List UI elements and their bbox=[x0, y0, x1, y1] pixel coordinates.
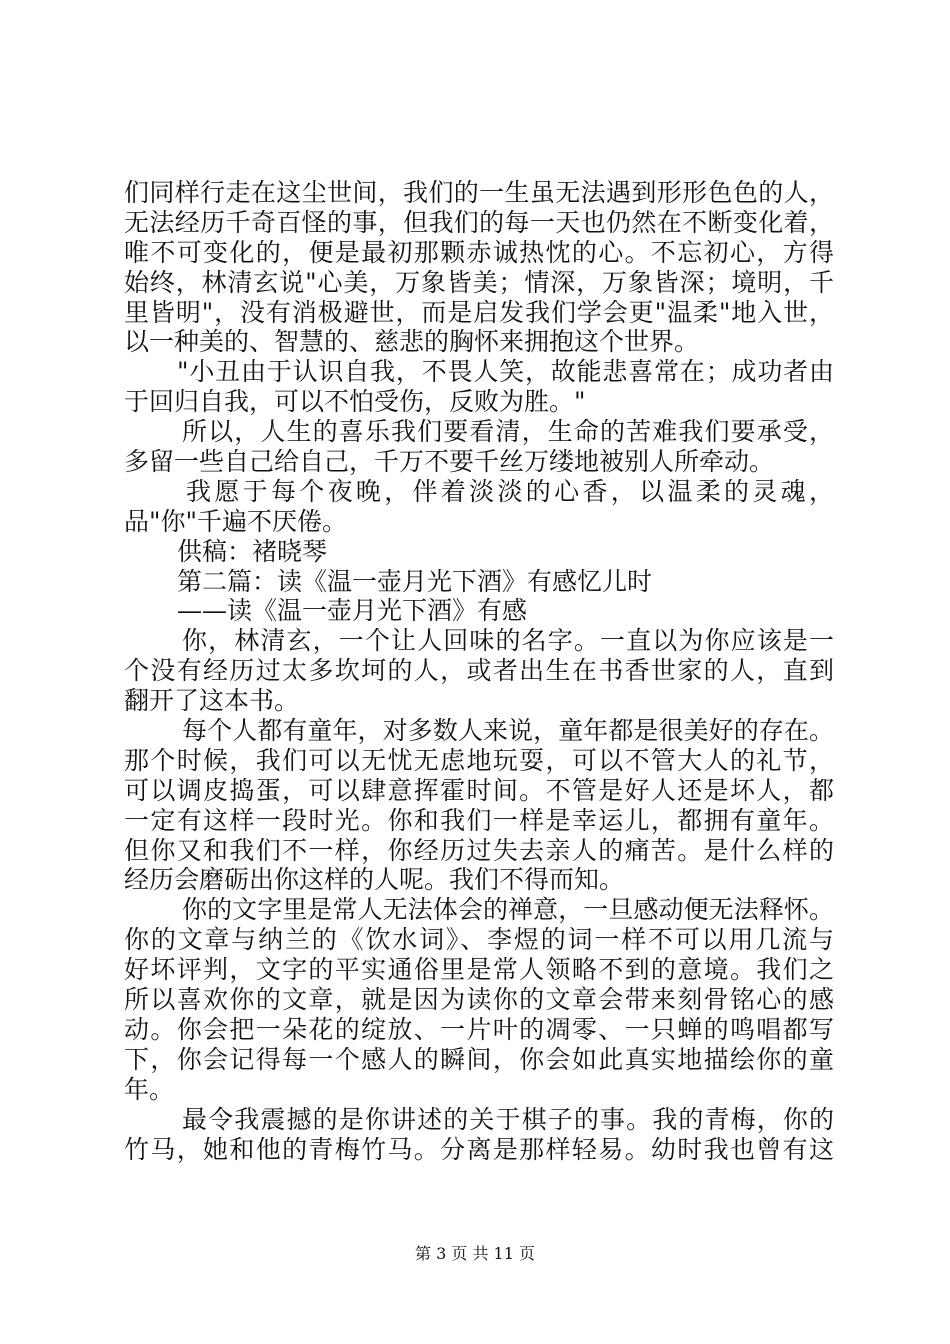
text-line: ——读《温一壶月光下酒》有感 bbox=[177, 596, 528, 626]
text-line: 无法经历千奇百怪的事，但我们的每一天也仍然在不断变化着， bbox=[124, 207, 834, 237]
text-line: 翻开了这本书。 bbox=[124, 686, 300, 716]
text-line: 所以，人生的喜乐我们要看清，生命的苦难我们要承受， bbox=[182, 417, 834, 447]
text-line: 们同样行走在这尘世间，我们的一生虽无法遇到形形色色的人， bbox=[124, 178, 834, 207]
text-line: 你，林清玄，一个让人回味的名字。一直以为你应该是一 bbox=[182, 626, 834, 656]
text-line: 多留一些自己给自己，千万不要千丝万缕地被别人所牵动。 bbox=[124, 447, 775, 477]
text-line: 始终，林清玄说"心美，万象皆美；情深，万象皆深；境明，千 bbox=[124, 267, 834, 297]
text-line: 品"你"千遍不厌倦。 bbox=[124, 506, 347, 536]
text-line: 可以调皮捣蛋，可以肆意挥霍时间。不管是好人还是坏人，都 bbox=[124, 775, 834, 805]
text-line: 竹马，她和他的青梅竹马。分离是那样轻易。幼时我也曾有这 bbox=[124, 1134, 834, 1164]
text-line: 个没有经历过太多坎坷的人，或者出生在书香世家的人，直到 bbox=[124, 656, 834, 686]
text-line: 那个时候，我们可以无忧无虑地玩耍，可以不管大人的礼节， bbox=[124, 745, 834, 775]
text-line: 唯不可变化的，便是最初那颗赤诚热忱的心。不忘初心，方得 bbox=[124, 237, 834, 267]
text-line: 经历会磨砺出你这样的人呢。我们不得而知。 bbox=[124, 865, 625, 895]
text-line: 以一种美的、智慧的、慈悲的胸怀来拥抱这个世界。 bbox=[124, 327, 700, 357]
text-line: 每个人都有童年，对多数人来说，童年都是很美好的存在。 bbox=[182, 716, 834, 746]
text-line: "小丑由于认识自我，不畏人笑，故能悲喜常在；成功者由 bbox=[177, 357, 834, 387]
text-line: 你的文章与纳兰的《饮水词》、李煜的词一样不可以用几流与 bbox=[124, 925, 834, 955]
text-line: 动。你会把一朵花的绽放、一片叶的凋零、一只蝉的鸣唱都写 bbox=[124, 1014, 834, 1044]
text-line: 我愿于每个夜晚，伴着淡淡的心香，以温柔的灵魂， bbox=[186, 476, 834, 506]
text-line: 所以喜欢你的文章，就是因为读你的文章会带来刻骨铭心的感 bbox=[124, 985, 834, 1015]
document-body bbox=[124, 178, 834, 1164]
text-line: 你的文字里是常人无法体会的禅意，一旦感动便无法释怀。 bbox=[182, 895, 834, 925]
text-line: 好坏评判，文字的平实通俗里是常人领略不到的意境。我们之 bbox=[124, 955, 834, 985]
text-line: 年。 bbox=[124, 1074, 175, 1104]
text-line: 最令我震撼的是你讲述的关于棋子的事。我的青梅，你的 bbox=[182, 1104, 834, 1134]
page-footer: 第 3 页 共 11 页 bbox=[415, 1244, 535, 1263]
text-line: 里皆明"，没有消极避世，而是启发我们学会更"温柔"地入世， bbox=[124, 297, 834, 327]
text-line: 于回归自我，可以不怕受伤，反败为胜。" bbox=[124, 387, 586, 417]
text-line: 下，你会记得每一个感人的瞬间，你会如此真实地描绘你的童 bbox=[124, 1044, 834, 1074]
text-line: 第二篇：读《温一壶月光下酒》有感忆儿时 bbox=[177, 566, 653, 596]
text-line: 供稿：褚晓琴 bbox=[177, 536, 328, 566]
text-line: 但你又和我们不一样，你经历过失去亲人的痛苦。是什么样的 bbox=[124, 835, 834, 865]
text-line: 一定有这样一段时光。你和我们一样是幸运儿，都拥有童年。 bbox=[124, 805, 834, 835]
